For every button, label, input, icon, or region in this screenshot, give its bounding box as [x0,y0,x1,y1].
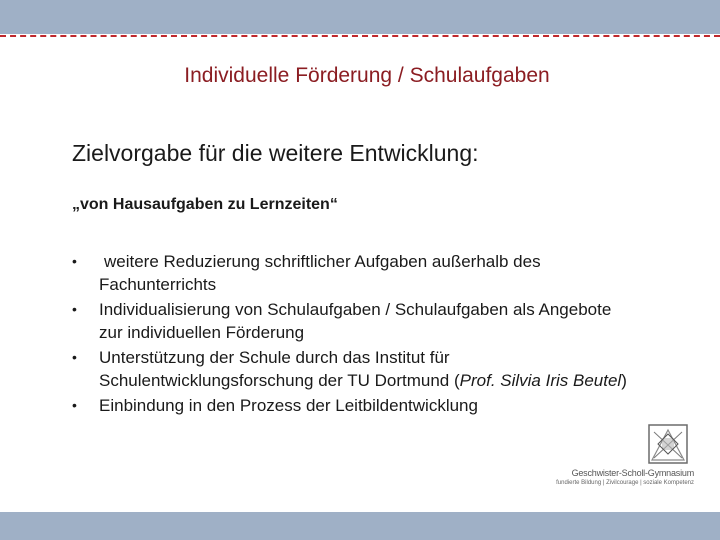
bullet-dot: • [72,397,77,413]
bullet-list [72,250,632,419]
bullet-text: Einbindung in den Prozess der Leitbildentwicklung [99,396,478,415]
bullet-dot: • [72,301,77,317]
school-logo-icon [648,424,688,464]
bullet-item [72,346,632,392]
bullet-dot: • [72,253,77,269]
school-logo [534,420,694,492]
slide-title: Individuelle Förderung / Schulaufgaben [184,64,550,87]
bullet-text: Individualisierung von Schulaufgaben / Schulaufgaben als Angebote zur individuellen Förderung [99,300,612,342]
school-tagline: fundierte Bildung | Zivilcourage | soziale Kompetenz [556,480,694,486]
bullet-dot: • [72,349,77,365]
bullet-text-italic: Prof. Silvia Iris Beutel [459,371,622,390]
top-bar [0,0,720,34]
slide-quote: „von Hausaufgaben zu Lernzeiten“ [72,196,338,213]
bullet-text [99,348,627,390]
bottom-bar [0,512,720,540]
bullet-text-start: Unterstützung der Schule durch das Institut für Schulentwicklungsforschung der TU Dortmund ( [99,348,460,390]
dashed-divider [0,35,720,37]
bullet-text: weitere Reduzierung schriftlicher Aufgaben außerhalb des Fachunterrichts [99,252,541,294]
bullet-item [72,250,632,296]
bullet-item [72,298,632,344]
school-name: Geschwister-Scholl-Gymnasium [571,468,694,478]
bullet-item [72,394,632,417]
bullet-text-end: ) [621,371,627,390]
slide-subtitle: Zielvorgabe für die weitere Entwicklung: [72,140,479,166]
